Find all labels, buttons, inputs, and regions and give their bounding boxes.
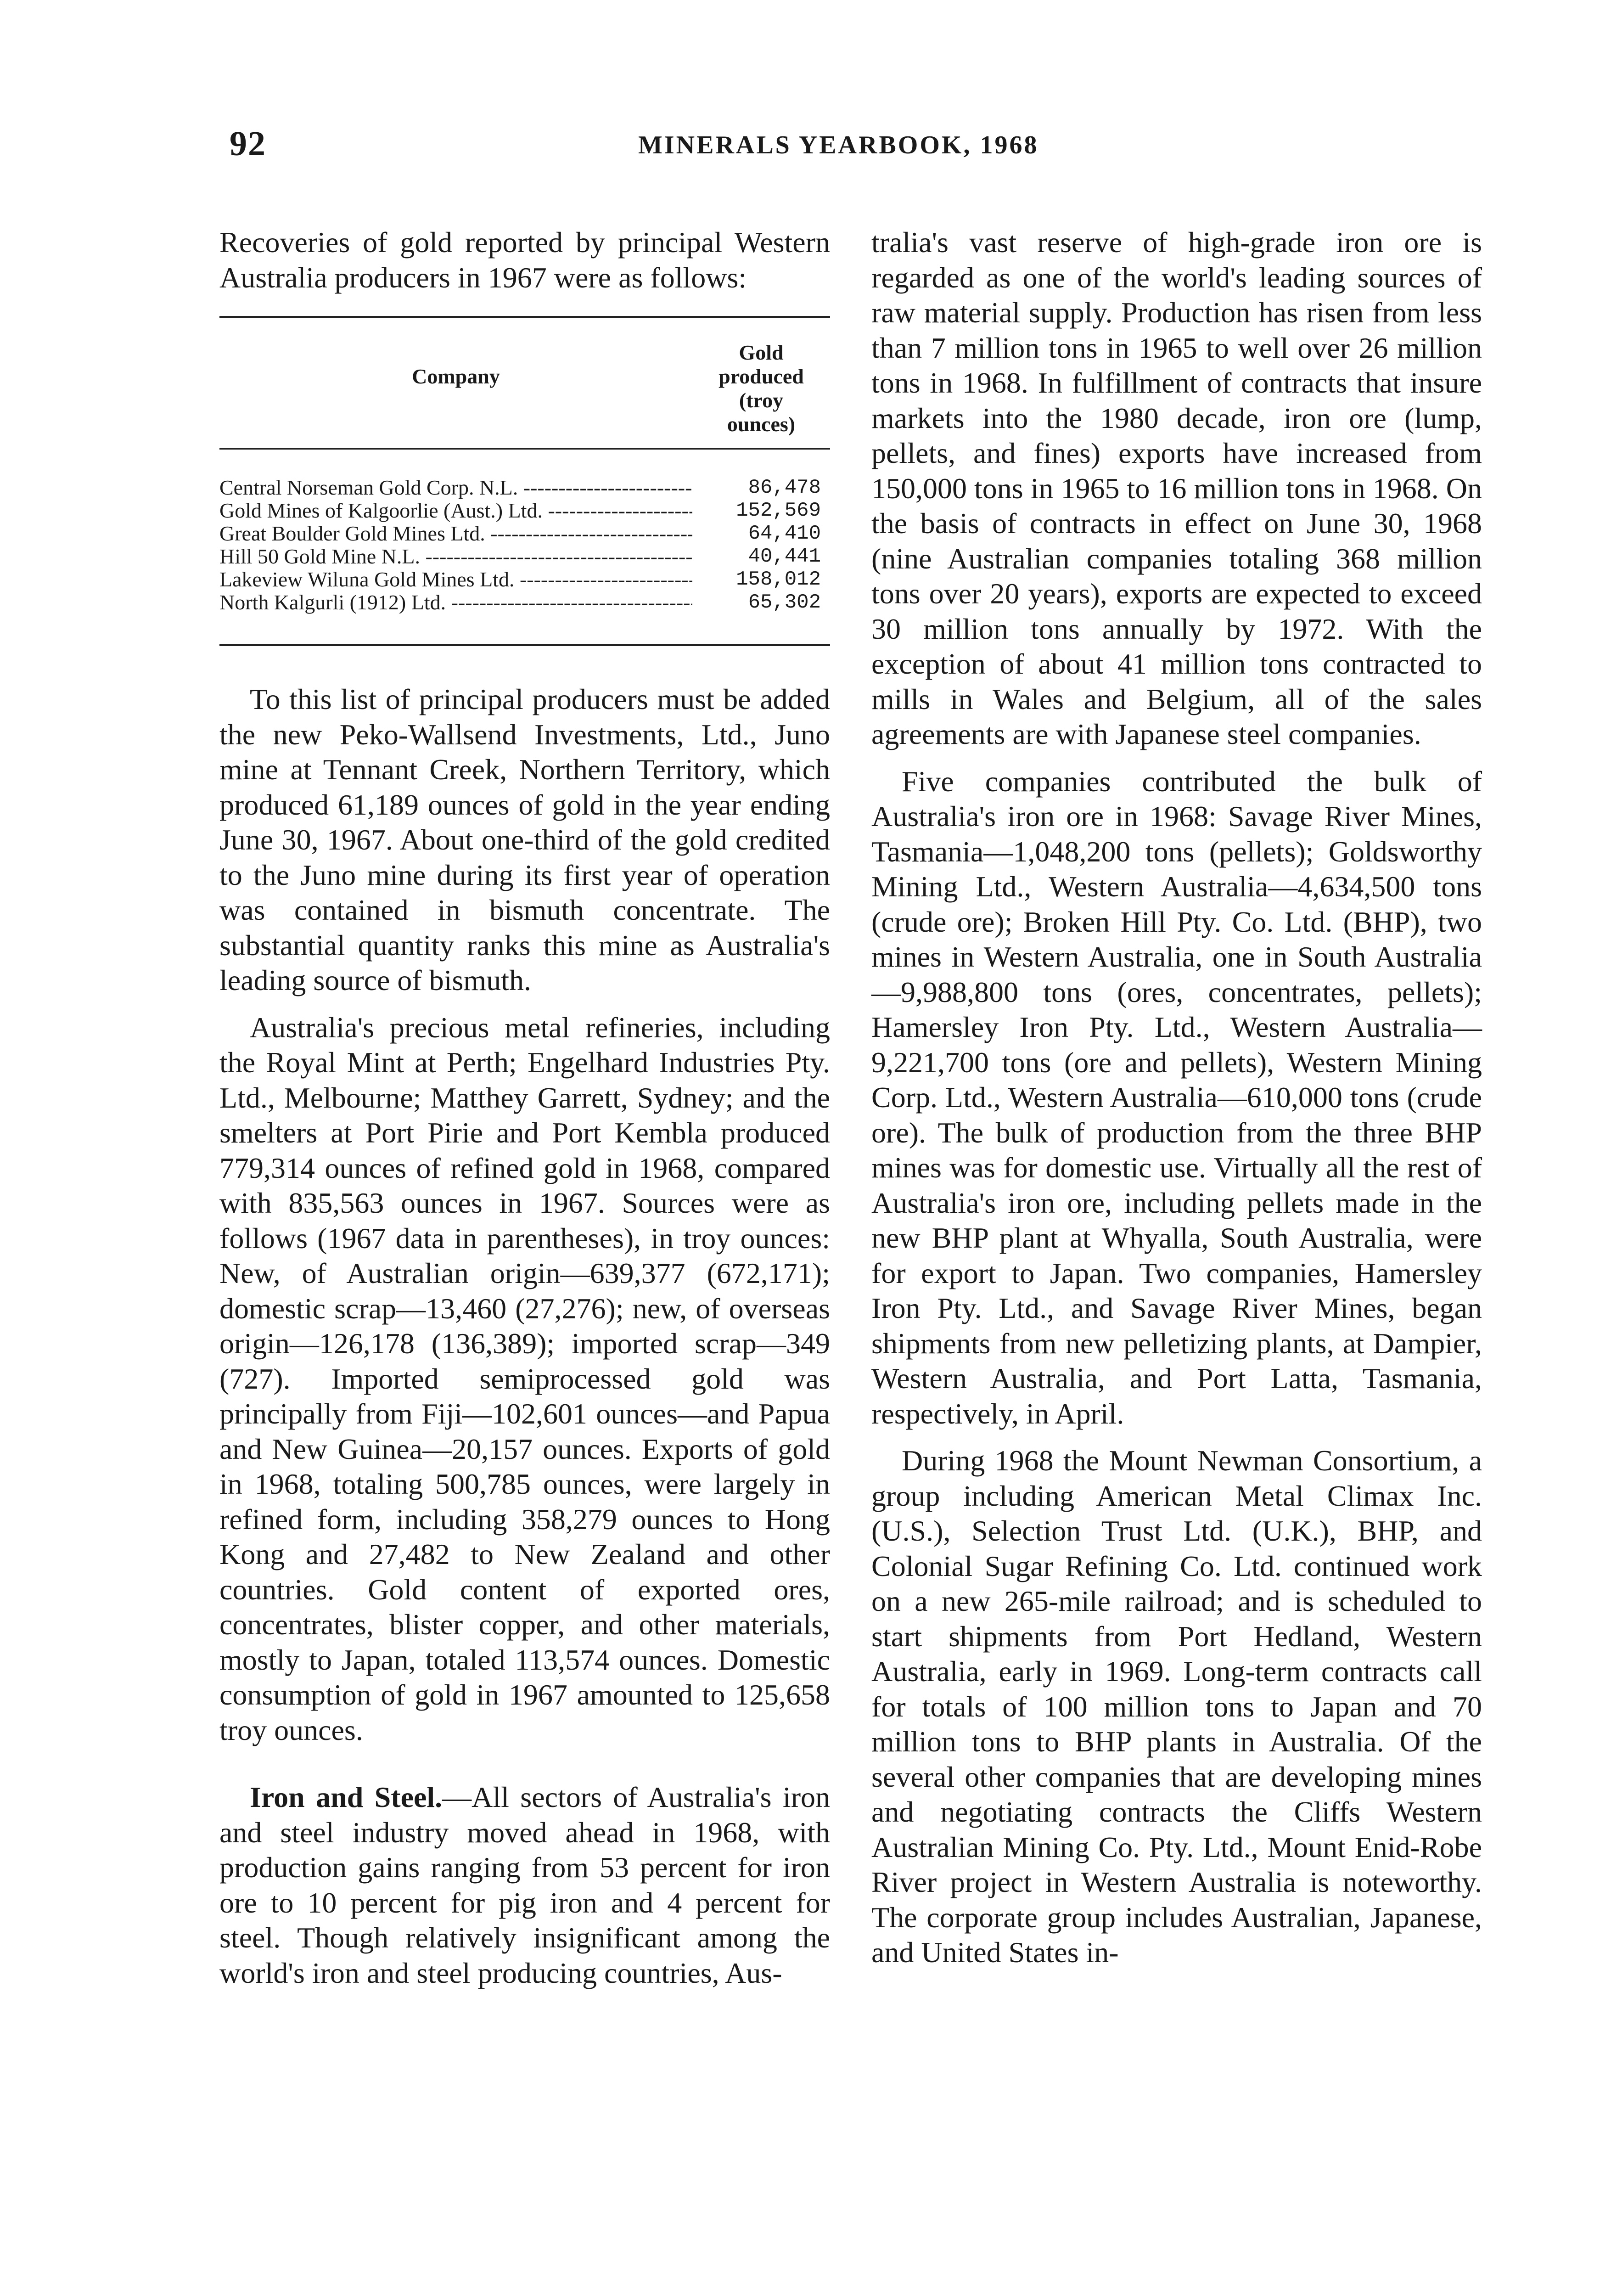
- paragraph-iron-and-steel: [219, 1780, 830, 1991]
- company-name: Gold Mines of Kalgoorlie (Aust.) Ltd. -----: [219, 499, 692, 522]
- company-name: Lakeview Wiluna Gold Mines Ltd. -----: [219, 568, 692, 591]
- iron-and-steel-text: —All sectors of Australia's iron and steel industry moved ahead in 1968, with production gains ranging from 53 percent for iron ore to 10 percent for pig iron and 4 percent for steel. Though relatively insignificant among the world's iron and steel producing countries, Aus-: [219, 1781, 830, 1989]
- paragraph-iron-ore-reserves: tralia's vast reserve of high-grade iron ore is regarded as one of the world's leading sources of raw material supply. Production has risen from less than 7 million tons in 1965 to well over 26 million tons in 1968. In fulfillment of contracts that insure markets into the 1980 decade, iron ore (lump, pellets, and fines) exports have increased from 150,000 tons in 1965 to 16 million tons in 1968. On the basis of contracts in effect on June 30, 1968 (nine Australian companies totaling 368 million tons over 20 years), exports are expected to exceed 30 million tons annually by 1972. With the exception of about 41 million tons contracted to mills in Wales and Belgium, all of the sales agreements are with Japanese steel companies.: [871, 226, 1482, 750]
- gold-value: 152,569: [736, 499, 821, 522]
- gold-header-line: Gold: [739, 341, 784, 364]
- section-heading-iron-and-steel: Iron and Steel.: [250, 1781, 443, 1813]
- table-row: [219, 568, 830, 591]
- table-intro: Recoveries of gold reported by principal Western Australia producers in 1967 were as follows:: [219, 226, 830, 294]
- company-name: North Kalgurli (1912) Ltd. -----: [219, 591, 692, 614]
- company-name: Great Boulder Gold Mines Ltd. -----: [219, 522, 692, 545]
- table-row: [219, 522, 830, 545]
- right-column: [871, 225, 1482, 1970]
- table-row: [219, 591, 830, 614]
- company-name: Central Norseman Gold Corp. N.L. -----: [219, 476, 692, 499]
- running-title: MINERALS YEARBOOK, 1968: [638, 131, 1039, 159]
- column-header-gold: [692, 341, 830, 436]
- gold-value: 64,410: [748, 522, 821, 545]
- gold-header-line: ounces): [727, 412, 796, 436]
- company-name: Hill 50 Gold Mine N.L. -----: [219, 545, 692, 568]
- table-body: [219, 450, 830, 644]
- paragraph-juno-mine: To this list of principal producers must be added the new Peko-Wallsend Investments, Ltd., Juno mine at Tennant Creek, Northern Territory, which produced 61,189 ounces of gold in the year ending June 30, 1967. About one-third of the gold credited to the Juno mine during its first year of operation was contained in bismuth concentrate. The substantial quantity ranks this mine as Australia's leading source of bismuth.: [219, 683, 830, 996]
- page-header: [0, 124, 1611, 184]
- table-row: [219, 545, 830, 568]
- table-header: [219, 318, 830, 450]
- gold-value: 158,012: [736, 568, 821, 591]
- page-number: 92: [230, 124, 266, 163]
- gold-header-line: (troy: [739, 388, 784, 412]
- gold-header-line: produced: [718, 365, 804, 388]
- column-header-company: Company: [412, 365, 500, 388]
- gold-value: 86,478: [748, 476, 821, 499]
- paragraph-iron-ore-producers: Five companies contributed the bulk of Australia's iron ore in 1968: Savage River Mines, Tasmania—1,048,200 tons (pellets); Goldsworthy Mining Ltd., Western Australia—4,634,500 tons (crude ore); Broken Hill Pty. Co. Ltd. (BHP), two mines in Western Australia, one in South Australia—9,988,800 tons (ores, concentrates, pellets); Hamersley Iron Pty. Ltd., Western Australia—9,221,700 tons (ore and pellets), Western Mining Corp. Ltd., Western Australia—610,000 tons (crude ore). The bulk of production from the three BHP mines was for domestic use. Virtually all the rest of Australia's iron ore, including pellets made in the new BHP plant at Whyalla, South Australia, were for export to Japan. Two companies, Hamersley Iron Pty. Ltd., and Savage River Mines, began shipments from new pelletizing plants, at Dampier, Western Australia, and Port Latta, Tasmania, respectively, in April.: [871, 765, 1482, 1430]
- gold-production-table: [219, 316, 830, 646]
- paragraph-mount-newman: During 1968 the Mount Newman Consortium, a group including American Metal Climax Inc. (U.S.), Selection Trust Ltd. (U.K.), BHP, and Colonial Sugar Refining Co. Ltd. continued work on a new 265-mile railroad; and is scheduled to start shipments from Port Hedland, Western Australia, early in 1969. Long-term contracts call for totals of 100 million tons to Japan and 70 million tons to BHP plants in Australia. Of the several other companies that are developing mines and negotiating contracts the Cliffs Western Australian Mining Co. Pty. Ltd., Mount Enid-Robe River project in Western Australia is noteworthy. The corporate group includes Australian, Japanese, and United States in-: [871, 1444, 1482, 1969]
- table-row: [219, 499, 830, 522]
- gold-value: 65,302: [748, 591, 821, 614]
- gold-value: 40,441: [748, 545, 821, 568]
- left-column: [219, 225, 830, 1991]
- table-row: [219, 476, 830, 499]
- paragraph-refineries: Australia's precious metal refineries, including the Royal Mint at Perth; Engelhard Industries Pty. Ltd., Melbourne; Matthey Garrett, Sydney; and the smelters at Port Pirie and Port Kembla produced 779,314 ounces of refined gold in 1968, compared with 835,563 ounces in 1967. Sources were as follows (1967 data in parentheses), in troy ounces: New, of Australian origin—639,377 (672,171); domestic scrap—13,460 (27,276); new, of overseas origin—126,178 (136,389); imported scrap—349 (727). Imported semiprocessed gold was principally from Fiji—102,601 ounces—and Papua and New Guinea—20,157 ounces. Exports of gold in 1968, totaling 500,785 ounces, were largely in refined form, including 358,279 ounces to Hong Kong and 27,482 to New Zealand and other countries. Gold content of exported ores, concentrates, blister copper, and other materials, mostly to Japan, totaled 113,574 ounces. Domestic consumption of gold in 1967 amounted to 125,658 troy ounces.: [219, 1011, 830, 1746]
